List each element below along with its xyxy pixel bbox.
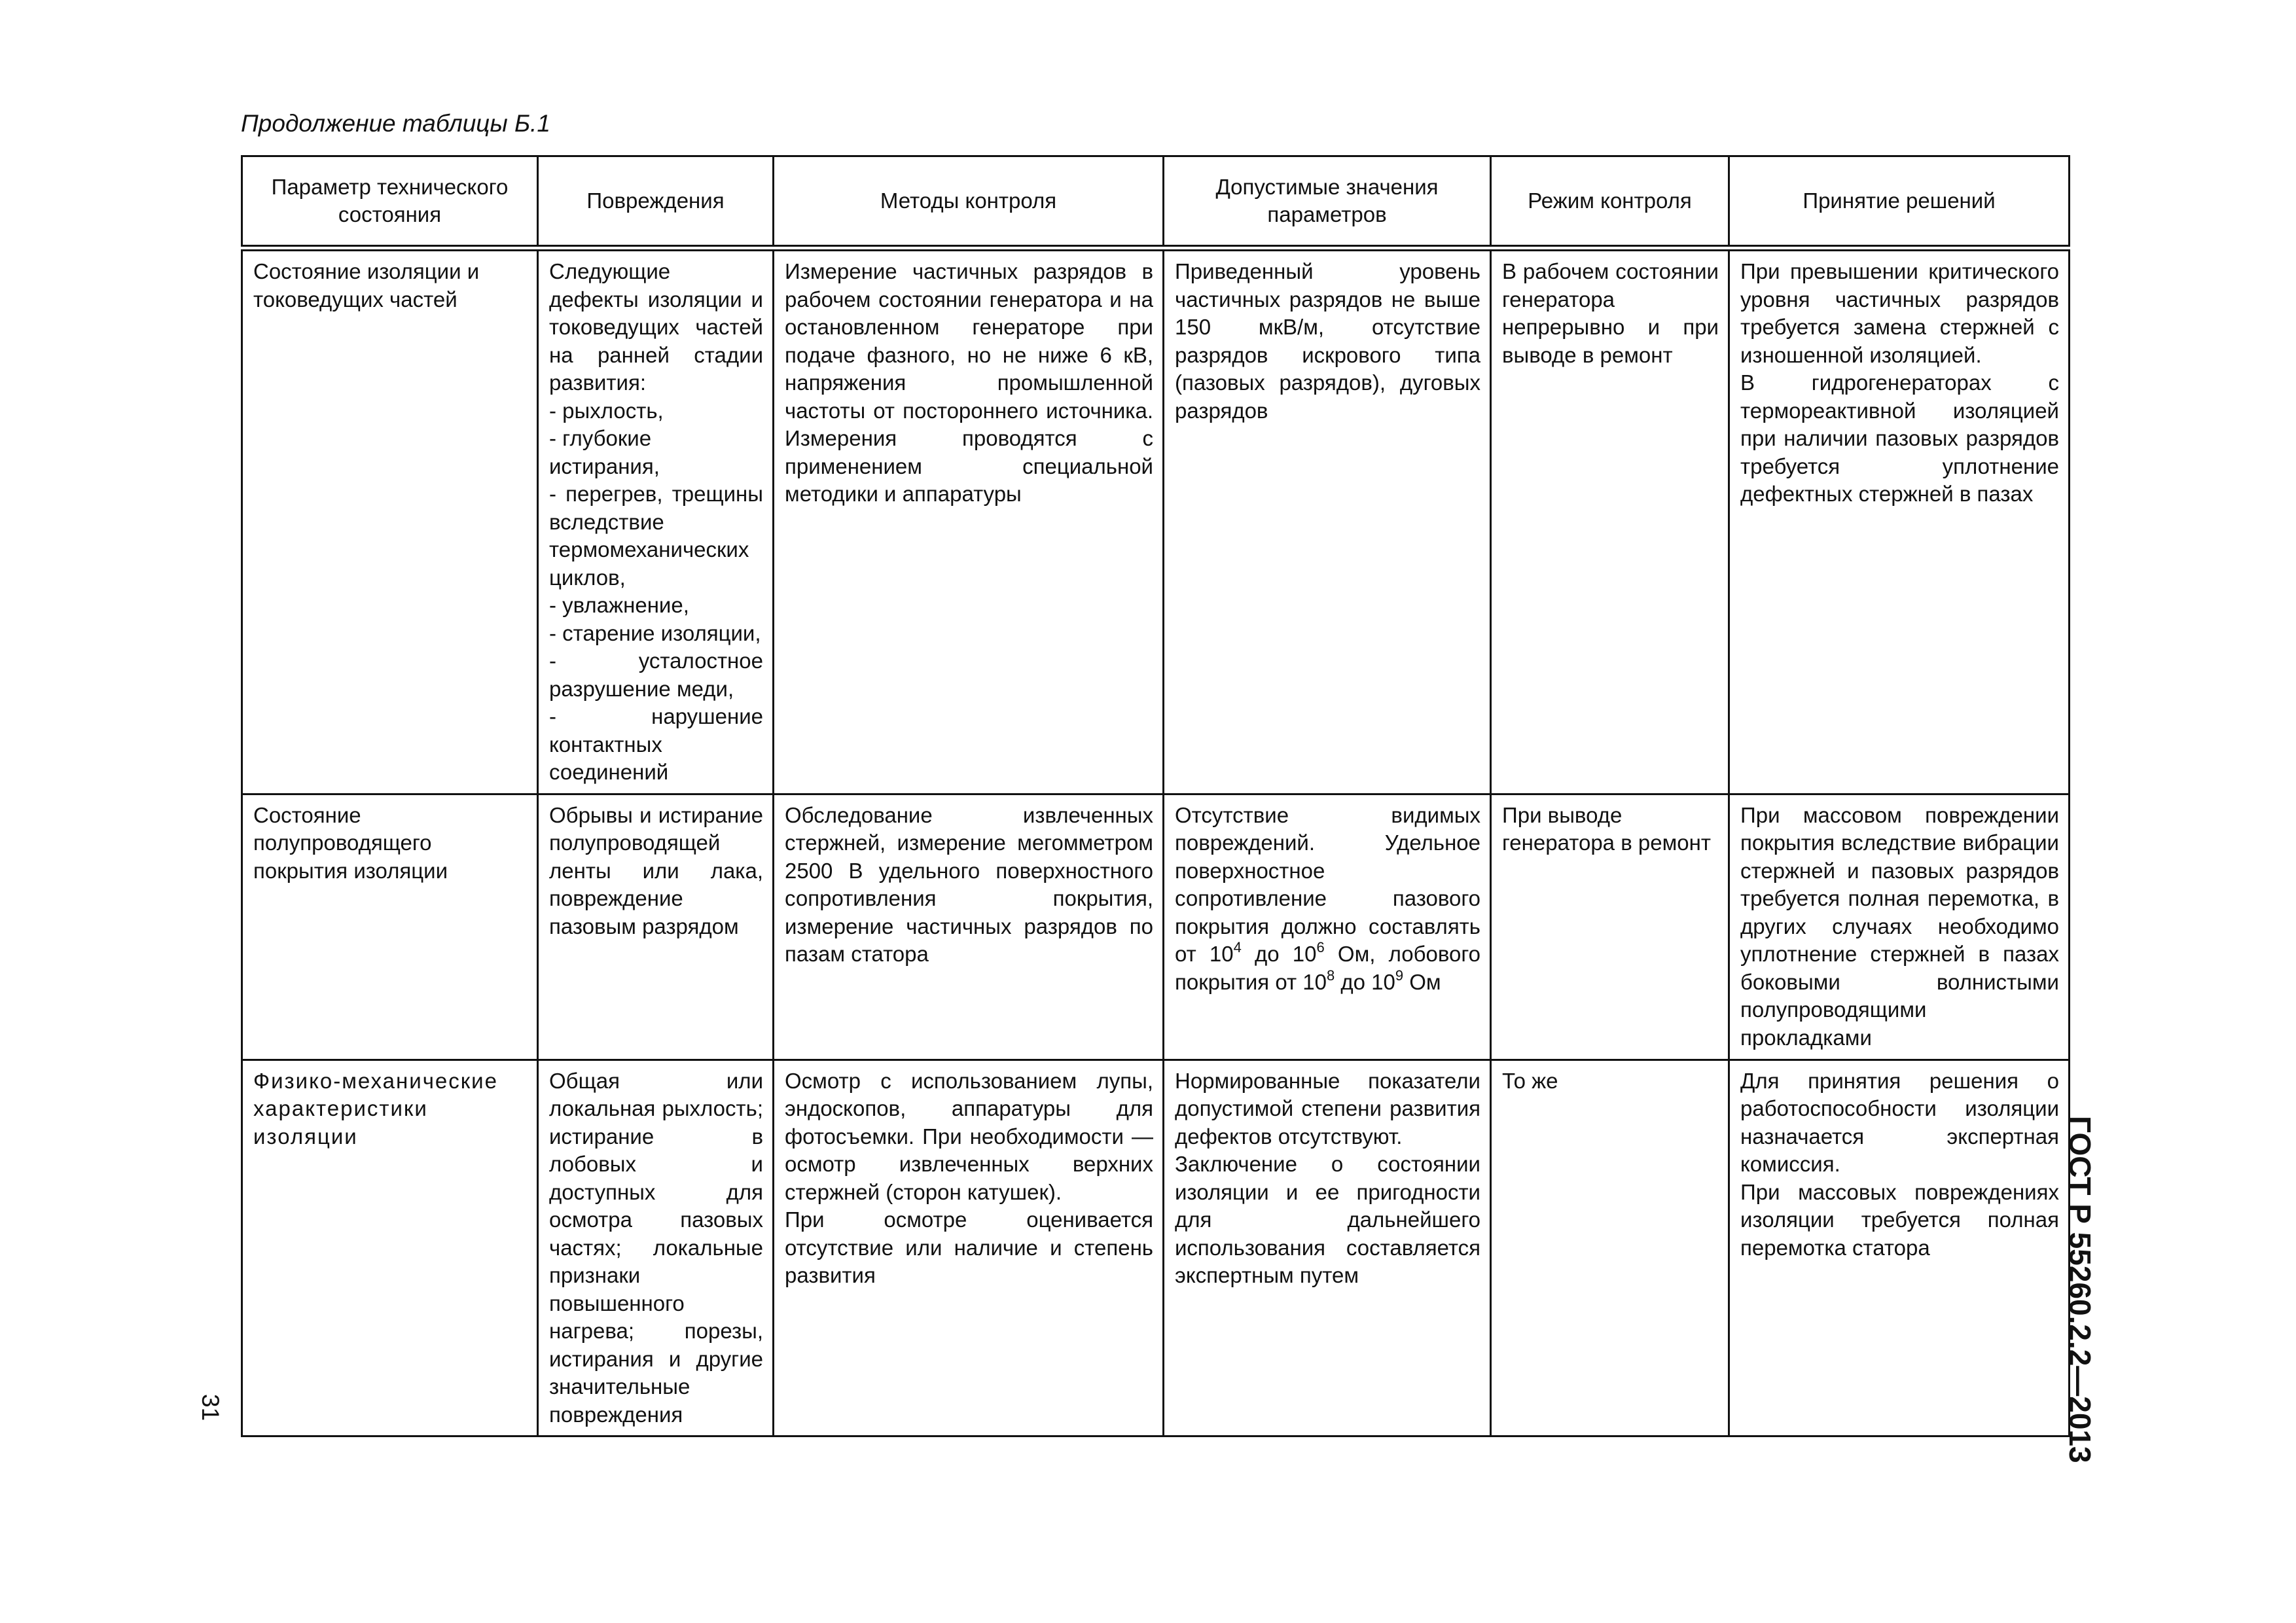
- cell-parameter: Состояние изоляции и токоведущих частей: [242, 248, 538, 794]
- cell-methods: Измерение частичных разрядов в рабочем состоянии генератора и на остановленном генераторе при подаче фазного, но не ниже 6 кВ, напряжения промышленной частоты от постороннего источника. Измерения проводятся с применением специальной методики и аппаратуры: [774, 248, 1164, 794]
- page-number: 31: [197, 1394, 224, 1421]
- cell-damage: Следующие дефекты изоляции и токоведущих частей на ранней стадии развития: - рыхлость, - глубокие истирания, - перегрев, трещины вследствие термомеханических циклов, - увлажнение, - старение изоляции, - усталостное разрушение меди, - нарушение контактных соединений: [538, 248, 774, 794]
- damage-item: - нарушение контактных соединений: [549, 704, 763, 784]
- cell-parameter: Физико-механические характеристики изоляции: [242, 1060, 538, 1436]
- table-caption: Продолжение таблицы Б.1: [241, 110, 550, 137]
- header-damage: Повреждения: [538, 156, 774, 249]
- cell-values: Приведенный уровень частичных разрядов не выше 150 мкВ/м, отсутствие разрядов искрового типа (пазовых разрядов), дуговых разрядов: [1164, 248, 1491, 794]
- cell-mode: При выводе генератора в ремонт: [1491, 794, 1729, 1060]
- damage-item: - старение изоляции,: [549, 620, 761, 645]
- table-header-row: [242, 156, 2070, 249]
- cell-decision: При массовом повреждении покрытия вследствие вибрации стержней и пазовых разрядов требуется полная перемотка, в других случаях необходимо уплотнение стержней в пазах боковыми волнистыми полупроводящими прокладками: [1729, 794, 2070, 1060]
- cell-values: Отсутствие видимых повреждений. Удельное поверхностное сопротивление пазового покрытия должно составлять от $10^4$ до $10^6$ Ом, лобового покрытия от $10^8$ до $10^9$ Ом: [1164, 794, 1491, 1060]
- cell-values: Нормированные показатели допустимой степени развития дефектов отсутствуют. Заключение о состоянии изоляции и ее пригодности для дальнейшего использования составляется экспертным путем: [1164, 1060, 1491, 1436]
- table-row: [242, 794, 2070, 1060]
- cell-methods: Осмотр с использованием лупы, эндоскопов, аппаратуры для фотосъемки. При необходимости — осмотр извлеченных верхних стержней (сторон катушек). При осмотре оценивается отсутствие или наличие и степень развития: [774, 1060, 1164, 1436]
- document-code: ГОСТ Р 55260.2.2—2013: [2063, 1116, 2097, 1463]
- cell-decision: Для принятия решения о работоспособности изоляции назначается экспертная комиссия. При массовых повреждениях изоляции требуется полная перемотка статора: [1729, 1060, 2070, 1436]
- header-mode: Режим контроля: [1491, 156, 1729, 249]
- cell-mode: В рабочем состоянии генератора непрерывно и при выводе в ремонт: [1491, 248, 1729, 794]
- header-methods: Методы контроля: [774, 156, 1164, 249]
- damage-item: - увлажнение,: [549, 593, 689, 617]
- table-row: [242, 1060, 2070, 1436]
- cell-damage: Обрывы и истирание полупроводящей ленты или лака, повреждение пазовым разрядом: [538, 794, 774, 1060]
- header-decision: Принятие решений: [1729, 156, 2070, 249]
- damage-item: - усталостное разрушение меди,: [549, 649, 763, 701]
- header-parameter: Параметр технического состояния: [242, 156, 538, 249]
- cell-decision: При превышении критического уровня частичных разрядов требуется замена стержней с изношенной изоляцией. В гидрогенераторах с термореактивной изоляцией при наличии пазовых разрядов требуется уплотнение дефектных стержней в пазах: [1729, 248, 2070, 794]
- cell-damage: Общая или локальная рыхлость; истирание в лобовых и доступных для осмотра пазовых частях; локальные признаки повышенного нагрева; порезы, истирания и другие значительные повреждения: [538, 1060, 774, 1436]
- data-table: [241, 155, 2070, 1437]
- cell-mode: То же: [1491, 1060, 1729, 1436]
- cell-parameter: Состояние полупроводящего покрытия изоляции: [242, 794, 538, 1060]
- damage-item: - рыхлость,: [549, 398, 664, 423]
- header-values: Допустимые значения параметров: [1164, 156, 1491, 249]
- damage-item: - перегрев, трещины вследствие термомеханических циклов,: [549, 482, 763, 590]
- damage-item: - глубокие истирания,: [549, 426, 660, 478]
- table-row: [242, 248, 2070, 794]
- cell-methods: Обследование извлеченных стержней, измерение мегомметром 2500 В удельного поверхностного сопротивления покрытия, измерение частичных разрядов по пазам статора: [774, 794, 1164, 1060]
